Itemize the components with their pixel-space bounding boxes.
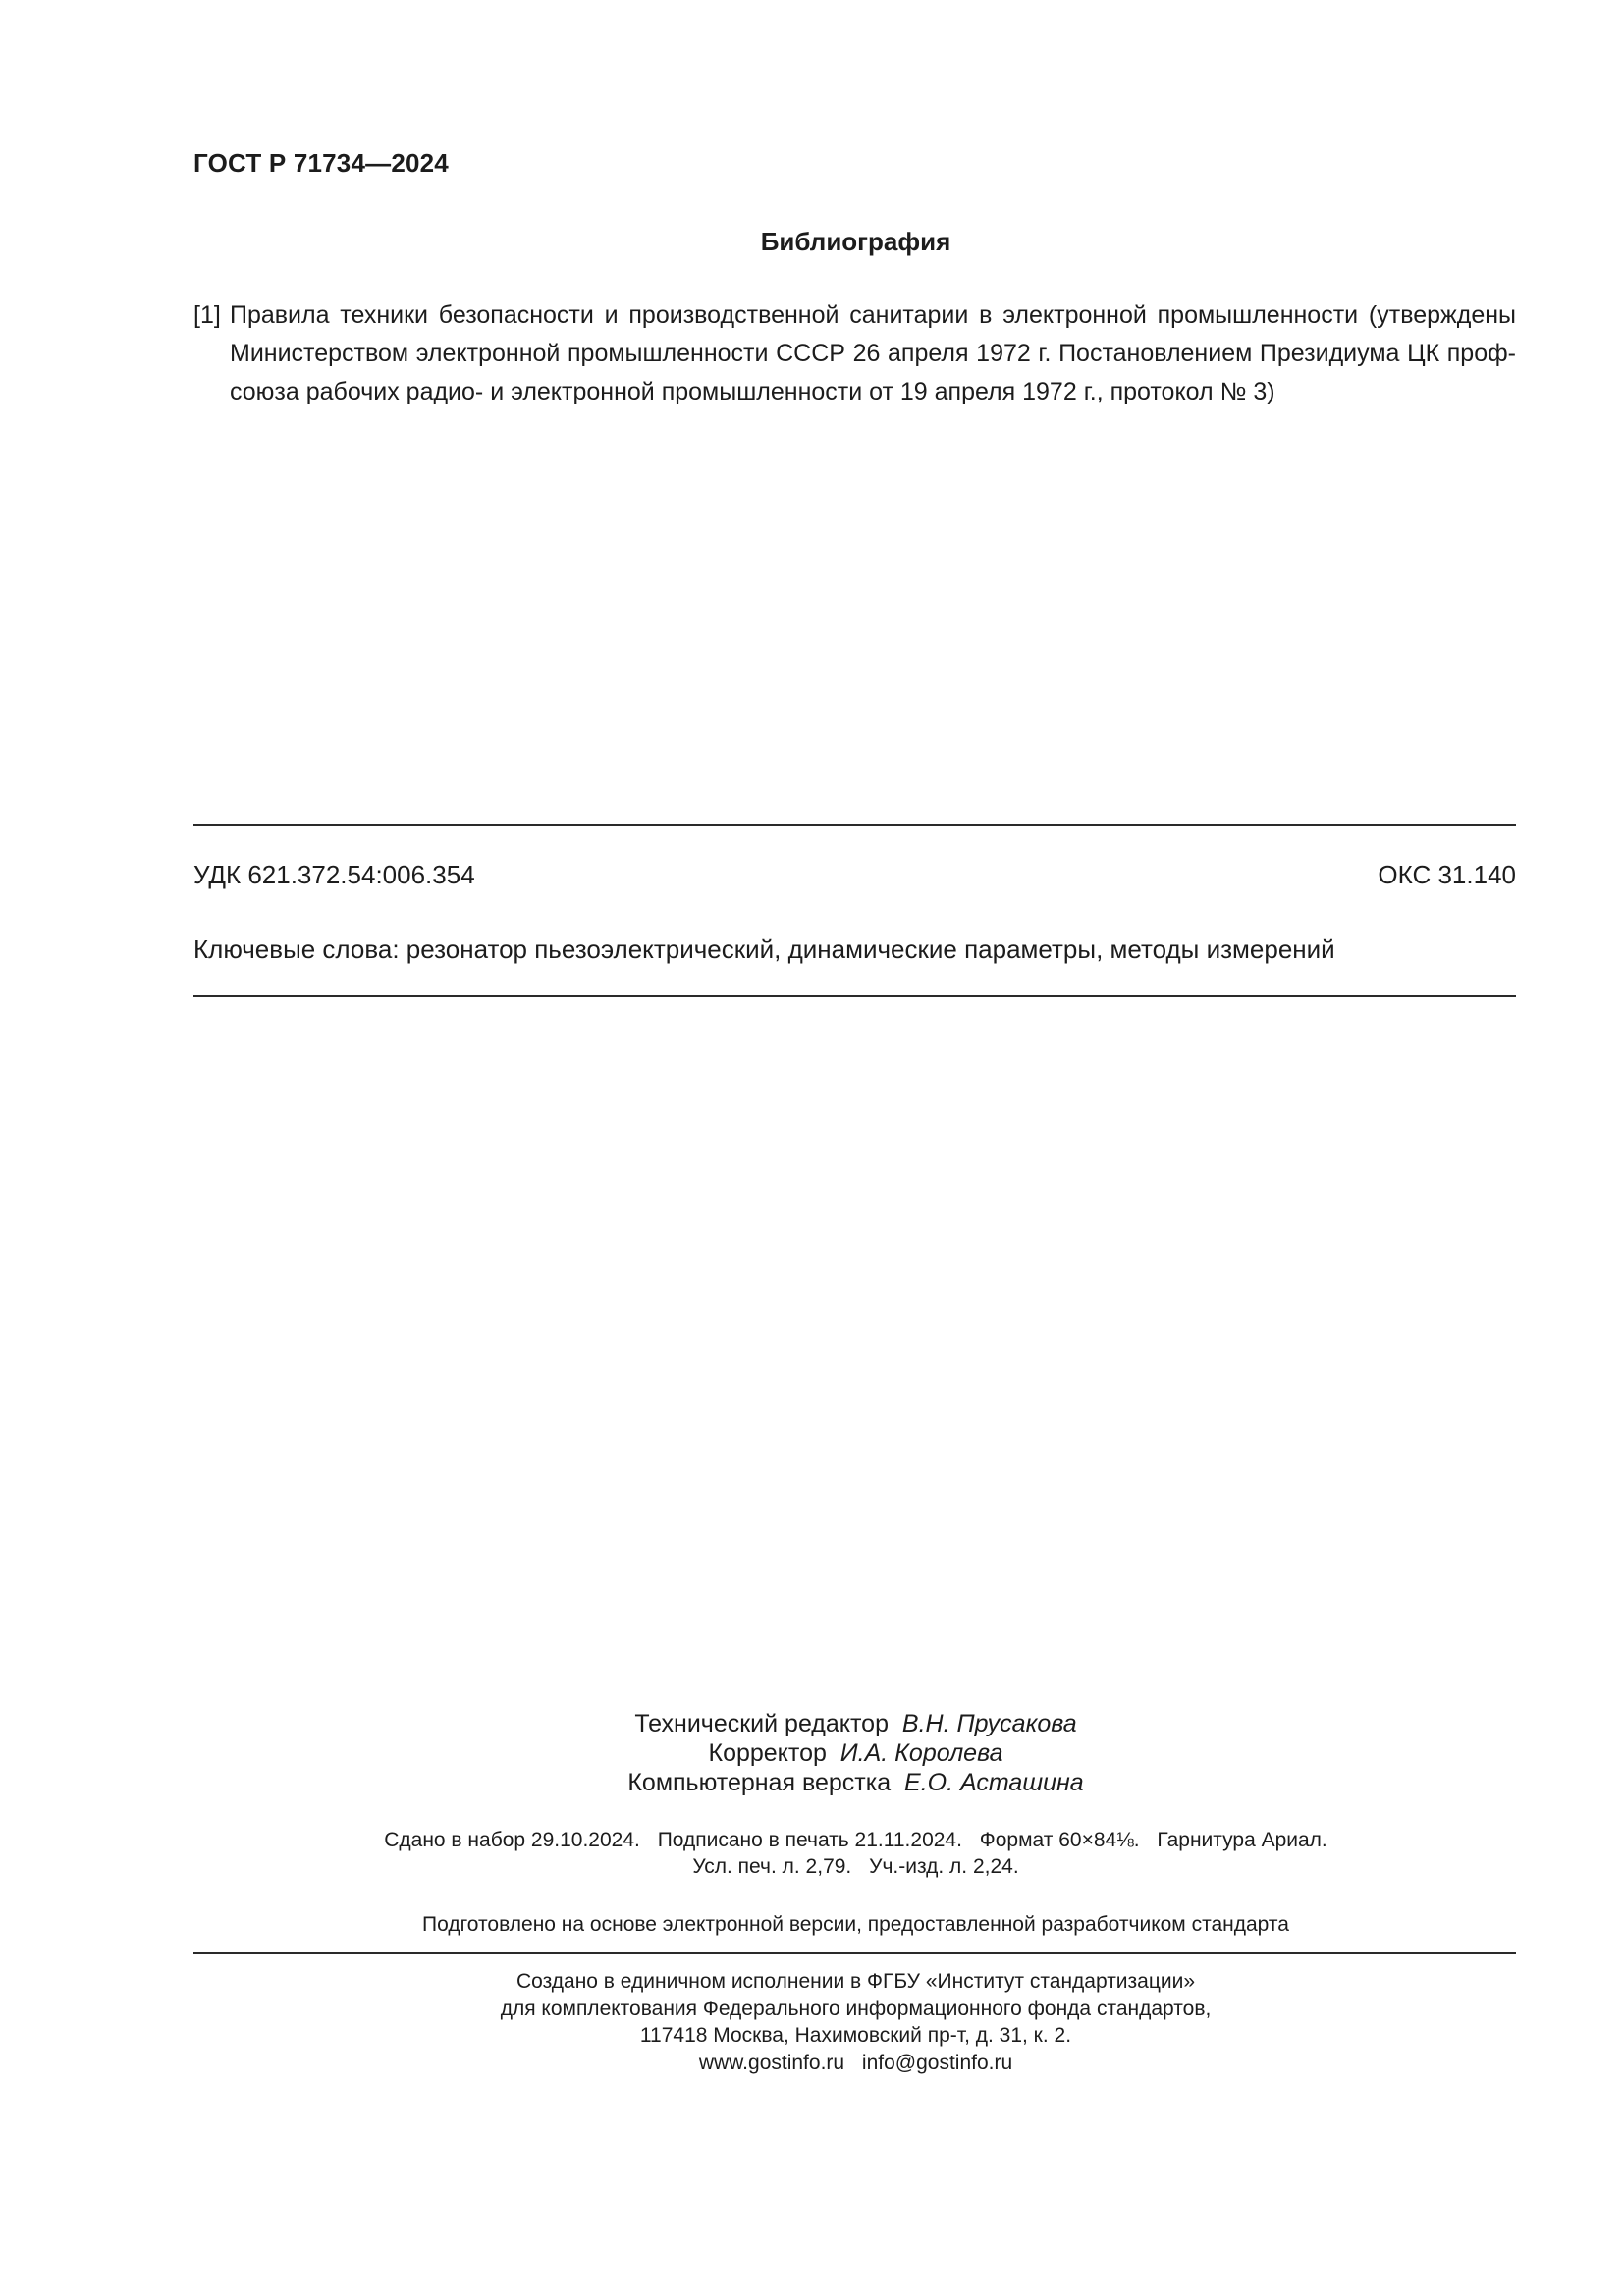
print-signed: Подписано в печать 21.11.2024. bbox=[657, 1829, 962, 1851]
bibliography-item-number: [1] bbox=[193, 301, 221, 329]
corrector-name: И.А. Королева bbox=[839, 1739, 1003, 1767]
oks-code: ОКС 31.140 bbox=[1378, 860, 1516, 889]
staff-corrector bbox=[0, 1738, 1624, 1768]
layout-label: Компьютерная верстка bbox=[627, 1769, 892, 1796]
tech-editor-label: Технический редактор bbox=[634, 1710, 889, 1737]
publisher-footer bbox=[0, 1968, 1624, 2076]
print-info-line-1 bbox=[0, 1827, 1624, 1853]
divider-top bbox=[193, 824, 1516, 826]
keywords: Ключевые слова: резонатор пьезоэлектрический, динамические параметры, методы измерений bbox=[193, 934, 1335, 964]
document-code: ГОСТ Р 71734—2024 bbox=[193, 148, 449, 178]
udk-code: УДК 621.372.54:006.354 bbox=[193, 860, 475, 889]
bibliography-item-text: Правила техники безопасности и производственной санитарии в электронной промышленности (утверждены Министерством электронной промышленности СССР 26 апреля 1972 г. Постановлением Президиума ЦК проф-союза рабочих радио- и электронной промышленности от 19 апреля 1972 г., протокол № 3) bbox=[230, 301, 1516, 405]
prepared-note: Подготовлено на основе электронной версии, предоставленной разработчиком стандарта bbox=[422, 1913, 1289, 1936]
layout-name: Е.О. Асташина bbox=[904, 1769, 1084, 1796]
staff-layout bbox=[0, 1768, 1624, 1797]
staff-tech-editor bbox=[0, 1709, 1624, 1738]
footer-line-1: Создано в единичном исполнении в ФГБУ «Институт стандартизации» bbox=[515, 1970, 1196, 1993]
print-publishing-sheets: Уч.-изд. л. 2,24. bbox=[869, 1855, 1019, 1878]
print-info-line-2 bbox=[0, 1853, 1624, 1880]
footer-contacts bbox=[0, 2050, 1624, 2077]
print-submitted: Сдано в набор 29.10.2024. bbox=[384, 1829, 640, 1851]
bibliography-title: Библиография bbox=[760, 227, 951, 256]
tech-editor-name: В.Н. Прусакова bbox=[901, 1710, 1077, 1737]
footer-line-3: 117418 Москва, Нахимовский пр-т, д. 31, к. 2. bbox=[639, 2024, 1072, 2047]
bibliography-item bbox=[193, 296, 1516, 411]
divider-bottom bbox=[193, 1952, 1516, 1954]
corrector-label: Корректор bbox=[708, 1739, 827, 1767]
footer-email-link[interactable]: info@gostinfo.ru bbox=[861, 2051, 1013, 2074]
footer-website-link[interactable]: www.gostinfo.ru bbox=[698, 2051, 845, 2074]
print-printed-sheets: Усл. печ. л. 2,79. bbox=[692, 1855, 852, 1878]
print-format: Формат 60×84⅛. bbox=[979, 1829, 1140, 1851]
divider-middle bbox=[193, 995, 1516, 997]
footer-line-2: для комплектования Федерального информационного фонда стандартов, bbox=[500, 1997, 1212, 2020]
print-typeface: Гарнитура Ариал. bbox=[1157, 1829, 1327, 1851]
